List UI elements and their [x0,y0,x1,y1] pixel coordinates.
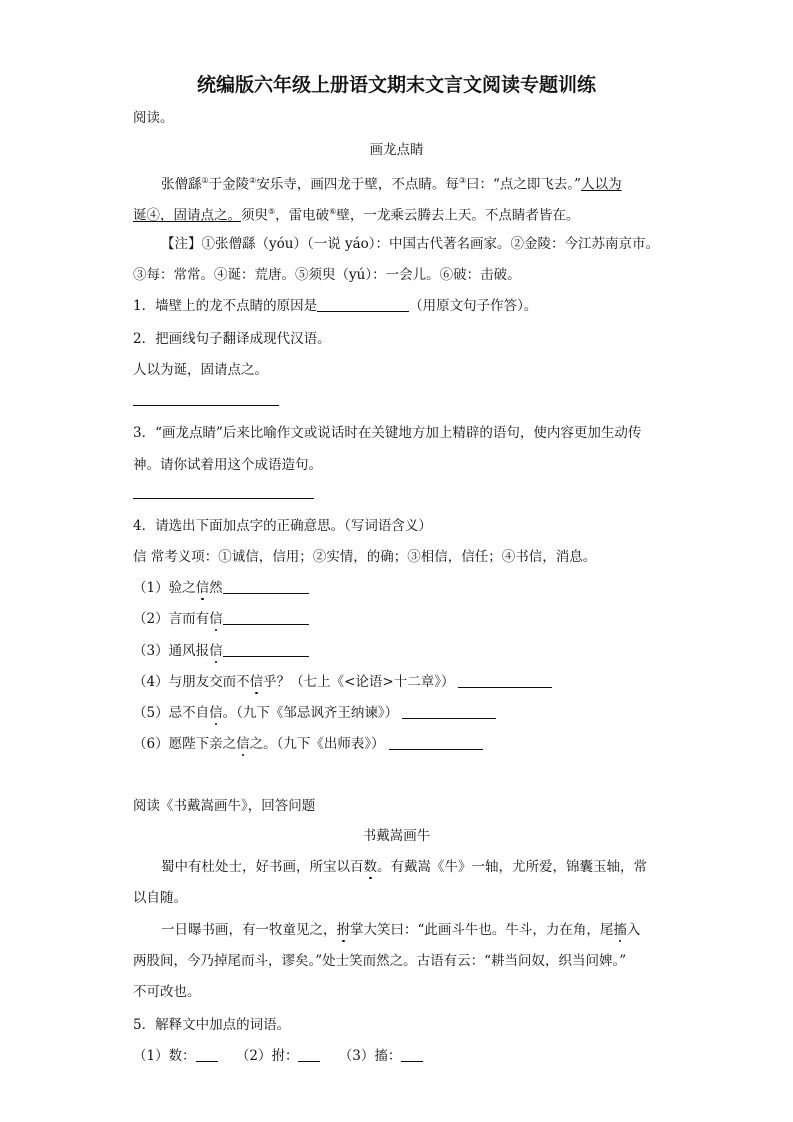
question-4-item-1: （1）验之信然 [133,578,309,598]
underlined-sentence-part2: 诞④，固请点之。 [133,207,241,224]
passage2-title: 书戴嵩画牛 [362,828,431,844]
section1-intro: 阅读。 [133,110,174,126]
answer-blank-q5-2[interactable] [298,1047,320,1062]
answer-blank-q4-5[interactable] [402,704,496,719]
question-4-item-6: （6）愿陛下亲之信之。（九下《出师表》） [133,734,483,754]
answer-blank-q1[interactable] [317,297,409,312]
underlined-sentence-part1: 人以为 [581,176,622,193]
question-3-line1: 3．“画龙点睛”后来比喻作文或说话时在关键地方加上精辟的语句，使内容更加生动传 [133,425,642,441]
answer-blank-q5-1[interactable] [196,1047,218,1062]
question-4-item-4: （4）与朋友交而不信乎？（七上《<论语>十二章》） [133,672,552,692]
passage1-line1: 张僧繇①于金陵②安乐寺，画四龙于壁，不点睛。每③曰：“点之即飞去。”人以为 [161,176,622,193]
question-5-items: （1）数： （2）拊： （3）搐： [133,1046,423,1066]
answer-blank-q4-1[interactable] [223,579,309,594]
answer-blank-q4-3[interactable] [223,642,309,657]
answer-line-q3[interactable] [133,498,314,499]
section2-intro: 阅读《书戴嵩画牛》，回答问题 [133,798,316,814]
answer-blank-q4-4[interactable] [458,673,552,688]
passage1-line2: 诞④，固请点之。须臾⑤，雷电破⑥壁，一龙乘云腾去上天。不点睛者皆在。 [133,207,580,224]
question-2-sentence: 人以为诞，固请点之。 [133,362,268,378]
question-4-item-3: （3）通风报信 [133,641,309,661]
answer-blank-q4-6[interactable] [389,735,483,750]
page-title: 统编版六年级上册语文期末文言文阅读专题训练 [196,74,596,96]
passage2-line1: 蜀中有杜处士，好书画，所宝以百数。有戴嵩《牛》一轴，尤所爱，锦囊玉轴，常 [161,859,647,875]
passage2-line4: 两股间，今乃掉尾而斗，谬矣。”处士笑而然之。古语有云：“耕当问奴，织当问婢。” [133,953,627,969]
question-5: 5．解释文中加点的词语。 [133,1017,291,1033]
passage2-line2: 以自随。 [133,890,187,906]
passage2-line3: 一日曝书画，有一牧童见之，拊掌大笑曰：“此画斗牛也。牛斗，力在角，尾搐入 [161,922,641,938]
question-2: 2．把画线句子翻译成现代汉语。 [133,331,331,347]
answer-line-q2[interactable] [133,405,279,406]
question-1: 1．墙壁上的龙不点睛的原因是 （用原文句子作答）。 [133,298,538,314]
question-3-line2: 神。请你试着用这个成语造句。 [133,457,322,473]
passage2-line5: 不可改也。 [133,984,201,1000]
passage1-title: 画龙点睛 [369,142,424,158]
question-4-item-5: （5）忌不自信。（九下《邹忌讽齐王纳谏》） [133,703,496,723]
answer-blank-q4-2[interactable] [223,610,309,625]
question-4: 4．请选出下面加点字的正确意思。（写词语含义） [133,518,432,534]
answer-blank-q5-3[interactable] [401,1047,423,1062]
note-line1: 【注】①张僧繇（yóu）（一说 yáo）：中国古代著名画家。②金陵：今江苏南京市。 [161,236,660,252]
question-4-item-2: （2）言而有信 [133,609,309,629]
note-line2: ③每：常常。④诞：荒唐。⑤须臾（yú）：一会儿。⑥破：击破。 [133,267,521,283]
question-4-options: 信 常考义项：①诚信，信用；②实情，的确；③相信，信任；④书信，消息。 [133,549,597,565]
